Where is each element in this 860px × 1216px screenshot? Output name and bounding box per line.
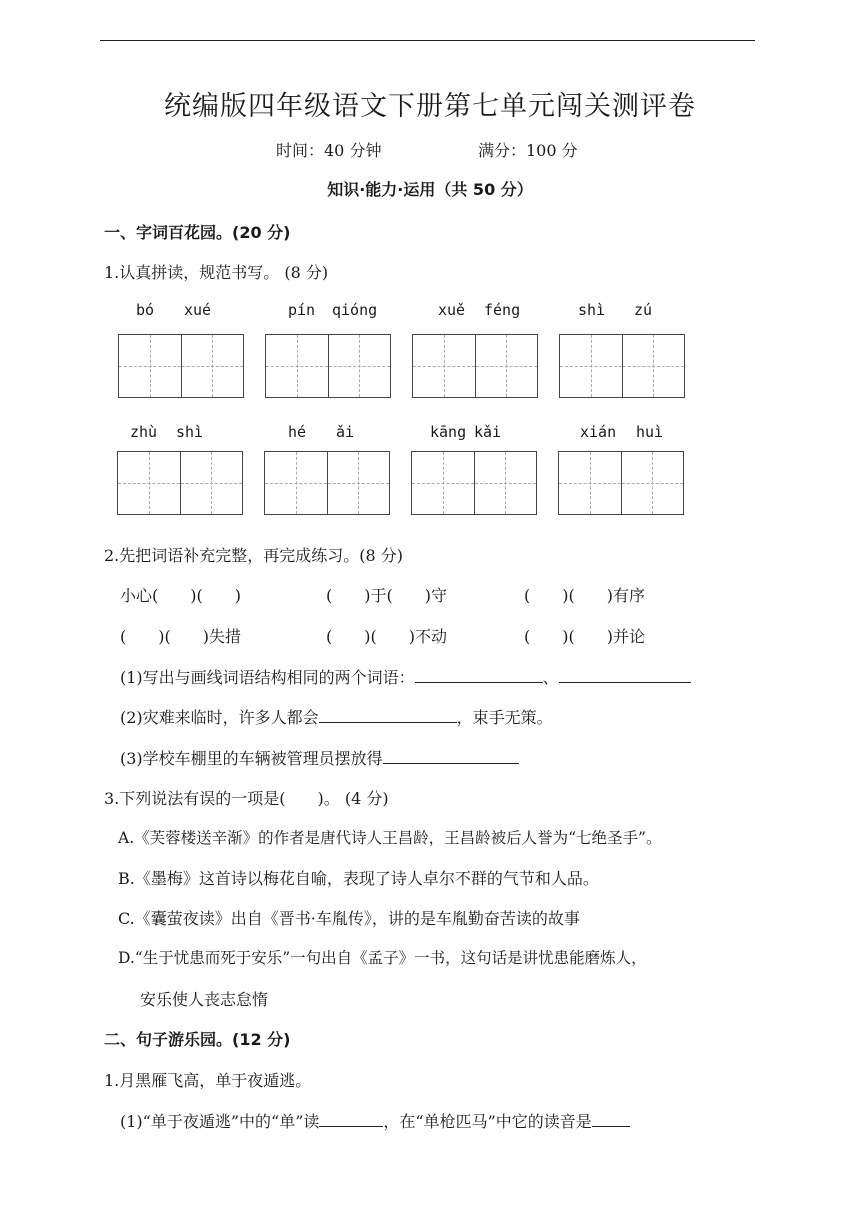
pinyin: xuě [438, 301, 466, 319]
idiom-fill: ( )( )并论 [524, 627, 645, 646]
idiom-fill: ( )( )失措 [120, 627, 241, 646]
option-d[interactable]: D.“生于忧患而死于安乐”一句出自《孟子》一书，这句话是讲忧患能磨炼人， [118, 949, 647, 967]
writing-grid[interactable] [558, 451, 684, 515]
pinyin: hé [288, 423, 307, 441]
page-title: 统编版四年级语文下册第七单元闯关测评卷 [164, 91, 696, 122]
exam-time: 时间：40 分钟 [276, 141, 382, 160]
pinyin: shì [176, 423, 204, 441]
pinyin: ǎi [336, 423, 355, 441]
pinyin: pín [288, 301, 316, 319]
option-c[interactable]: C.《囊萤夜读》出自《晋书·车胤传》，讲的是车胤勤奋苦读的故事 [118, 909, 580, 928]
sub-question: (2)灾难来临时，许多人都会 ，束手无策。 [120, 708, 553, 727]
writing-grid[interactable] [412, 334, 538, 398]
pinyin: kāng [430, 423, 467, 441]
writing-grid[interactable] [118, 334, 244, 398]
sub-question: (1)写出与画线词语结构相同的两个词语： 、 [120, 665, 691, 688]
answer-blank[interactable] [319, 708, 457, 723]
idiom-fill: ( )( )有序 [524, 586, 645, 605]
option-a[interactable]: A.《芙蓉楼送辛渐》的作者是唐代诗人王昌龄，王昌龄被后人誉为“七绝圣手”。 [118, 829, 662, 847]
answer-blank[interactable] [592, 1112, 630, 1127]
section-2-heading: 二、句子游乐园。(12 分) [104, 1030, 291, 1049]
question-1-2-label: 2.先把词语补充完整，再完成练习。(8 分) [104, 546, 404, 565]
pinyin: shì [578, 301, 606, 319]
pinyin: bó [136, 301, 155, 319]
pinyin: huì [636, 423, 664, 441]
writing-grid[interactable] [117, 451, 243, 515]
pinyin: féng [484, 301, 521, 319]
pinyin: kǎi [474, 423, 502, 441]
option-d-continued: 安乐使人丧志怠惰 [140, 990, 269, 1009]
answer-blank[interactable] [415, 668, 543, 683]
writing-grid[interactable] [264, 451, 390, 515]
question-2-1-label: 1.月黑雁飞高，单于夜遁逃。 [104, 1071, 312, 1090]
section-1-heading: 一、字词百花园。(20 分) [104, 223, 291, 242]
pinyin: qióng [332, 301, 378, 319]
idiom-fill: 小心( )( ) [120, 586, 241, 605]
pinyin: xué [184, 301, 212, 319]
answer-blank[interactable] [319, 1112, 383, 1127]
sub-question: (1)“单于夜遁逃”中的“单”读 ，在“单枪匹马”中它的读音是 [120, 1109, 630, 1132]
writing-grid[interactable] [265, 334, 391, 398]
top-rule [100, 40, 755, 41]
exam-score: 满分：100 分 [478, 141, 578, 160]
question-1-3-label: 3.下列说法有误的一项是( )。 (4 分) [104, 789, 389, 808]
answer-blank[interactable] [559, 668, 691, 683]
part-subtitle: 知识·能力·运用（共 50 分） [327, 180, 533, 199]
pinyin: zú [634, 301, 653, 319]
pinyin: zhù [130, 423, 158, 441]
writing-grid[interactable] [411, 451, 537, 515]
question-1-1-label: 1.认真拼读，规范书写。 (8 分) [104, 263, 329, 282]
answer-blank[interactable] [383, 749, 519, 764]
idiom-fill: ( )( )不动 [326, 627, 447, 646]
idiom-fill: ( )于( )守 [326, 586, 447, 605]
writing-grid[interactable] [559, 334, 685, 398]
option-b[interactable]: B.《墨梅》这首诗以梅花自喻，表现了诗人卓尔不群的气节和人品。 [118, 869, 599, 888]
pinyin: xián [580, 423, 617, 441]
sub-question: (3)学校车棚里的车辆被管理员摆放得 [120, 746, 519, 769]
